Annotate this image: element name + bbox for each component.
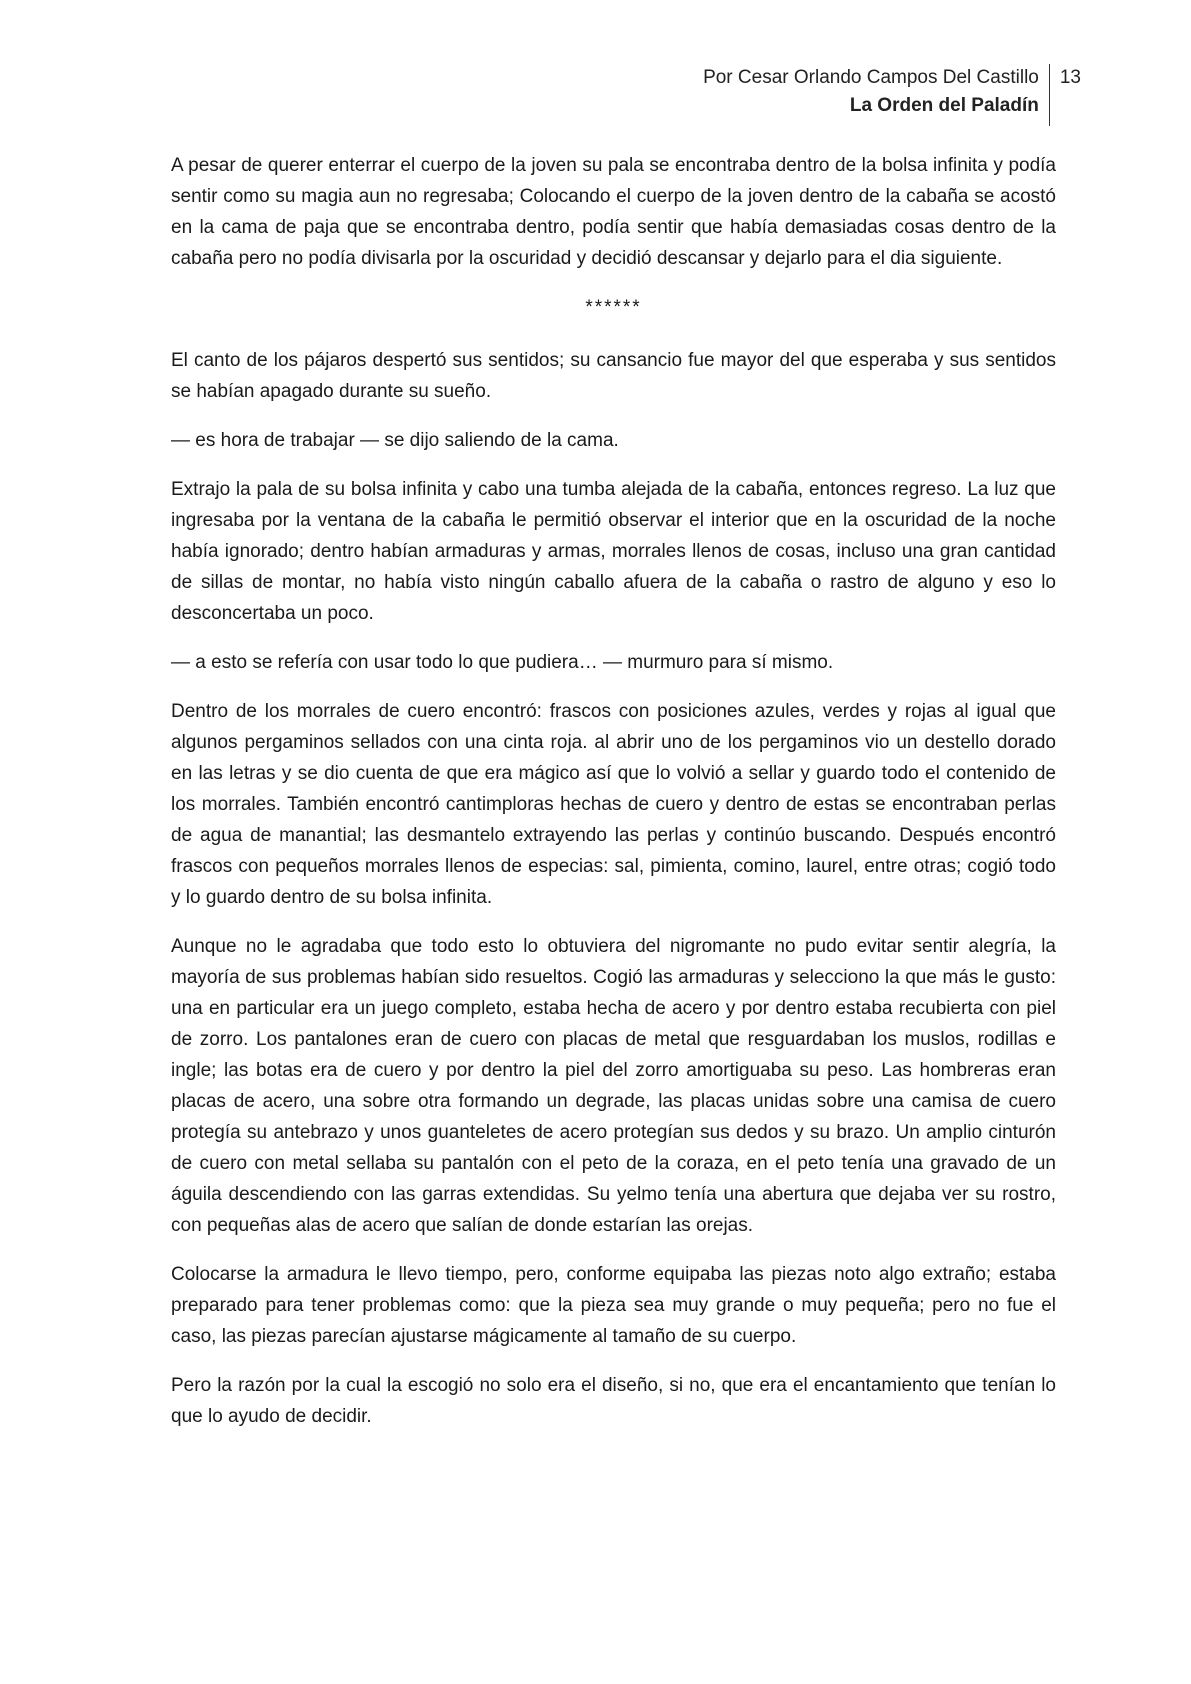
section-break: ****** — [585, 297, 642, 318]
header-author: Por Cesar Orlando Campos Del Castillo — [703, 67, 1039, 88]
paragraph: Extrajo la pala de su bolsa infinita y cabo una tumba alejada de la cabaña, entonces regreso. La luz que ingresaba por la ventana de la cabaña le permitió observar el interior que en la oscuridad de la noche había ignorado; dentro habían armaduras y armas, morrales llenos de cosas, incluso una gran cantidad de sillas de montar, no había visto ningún caballo afuera de la cabaña o rastro de alguno y eso lo desconcertaba un poco. — [171, 479, 1056, 624]
page-body — [171, 150, 1056, 1450]
paragraph: Colocarse la armadura le llevo tiempo, pero, conforme equipaba las piezas noto algo extraño; estaba preparado para tener problemas como: que la pieza sea muy grande o muy pequeña; pero no fue el caso, las piezas parecían ajustarse mágicamente al tamaño de su cuerpo. — [171, 1264, 1056, 1347]
header-book-title: La Orden del Paladín — [849, 95, 1039, 116]
dialogue-line: — es hora de trabajar — se dijo saliendo de la cama. — [171, 430, 619, 451]
page-header — [703, 64, 1081, 126]
dialogue-line: — a esto se refería con usar todo lo que pudiera… — murmuro para sí mismo. — [171, 652, 834, 673]
paragraph: Pero la razón por la cual la escogió no solo era el diseño, si no, que era el encantamiento que tenían lo que lo ayudo de decidir. — [171, 1375, 1056, 1427]
paragraph: Aunque no le agradaba que todo esto lo obtuviera del nigromante no pudo evitar sentir alegría, la mayoría de sus problemas habían sido resueltos. Cogió las armaduras y selecciono la que más le gusto: una en particular era un juego completo, estaba hecha de acero y por dentro estaba recubierta con piel de zorro. Los pantalones eran de cuero con placas de metal que resguardaban los muslos, rodillas e ingle; las botas era de cuero y por dentro la piel del zorro amortiguaba su peso. Las hombreras eran placas de acero, una sobre otra formando un degrade, las placas unidas sobre una camisa de cuero protegía su antebrazo y unos guanteletes de acero protegían sus dedos y su brazo. Un amplio cinturón de cuero con metal sellaba su pantalón con el peto de la coraza, en el peto tenía una gravado de un águila descendiendo con las garras extendidas. Su yelmo tenía una abertura que dejaba ver su rostro, con pequeñas alas de acero que salían de donde estarían las orejas. — [171, 936, 1056, 1236]
header-divider — [1049, 64, 1050, 126]
paragraph: A pesar de querer enterrar el cuerpo de la joven su pala se encontraba dentro de la bolsa infinita y podía sentir como su magia aun no regresaba; Colocando el cuerpo de la joven dentro de la cabaña se acostó en la cama de paja que se encontraba dentro, podía sentir que había demasiadas cosas dentro de la cabaña pero no podía divisarla por la oscuridad y decidió descansar y dejarlo para el dia siguiente. — [171, 155, 1056, 269]
paragraph: Dentro de los morrales de cuero encontró: frascos con posiciones azules, verdes y rojas al igual que algunos pergaminos sellados con una cinta roja. al abrir uno de los pergaminos vio un destello dorado en las letras y se dio cuenta de que era mágico así que lo volvió a sellar y guardo todo el contenido de los morrales. También encontró cantimploras hechas de cuero y dentro de estas se encontraban perlas de agua de manantial; las desmantelo extrayendo las perlas y continúo buscando. Después encontró frascos con pequeños morrales llenos de especias: sal, pimienta, comino, laurel, entre otras; cogió todo y lo guardo dentro de su bolsa infinita. — [171, 701, 1056, 908]
page-number: 13 — [1059, 67, 1081, 88]
header-text-block — [703, 64, 1049, 126]
paragraph: El canto de los pájaros despertó sus sentidos; su cansancio fue mayor del que esperaba y sus sentidos se habían apagado durante su sueño. — [171, 350, 1056, 402]
